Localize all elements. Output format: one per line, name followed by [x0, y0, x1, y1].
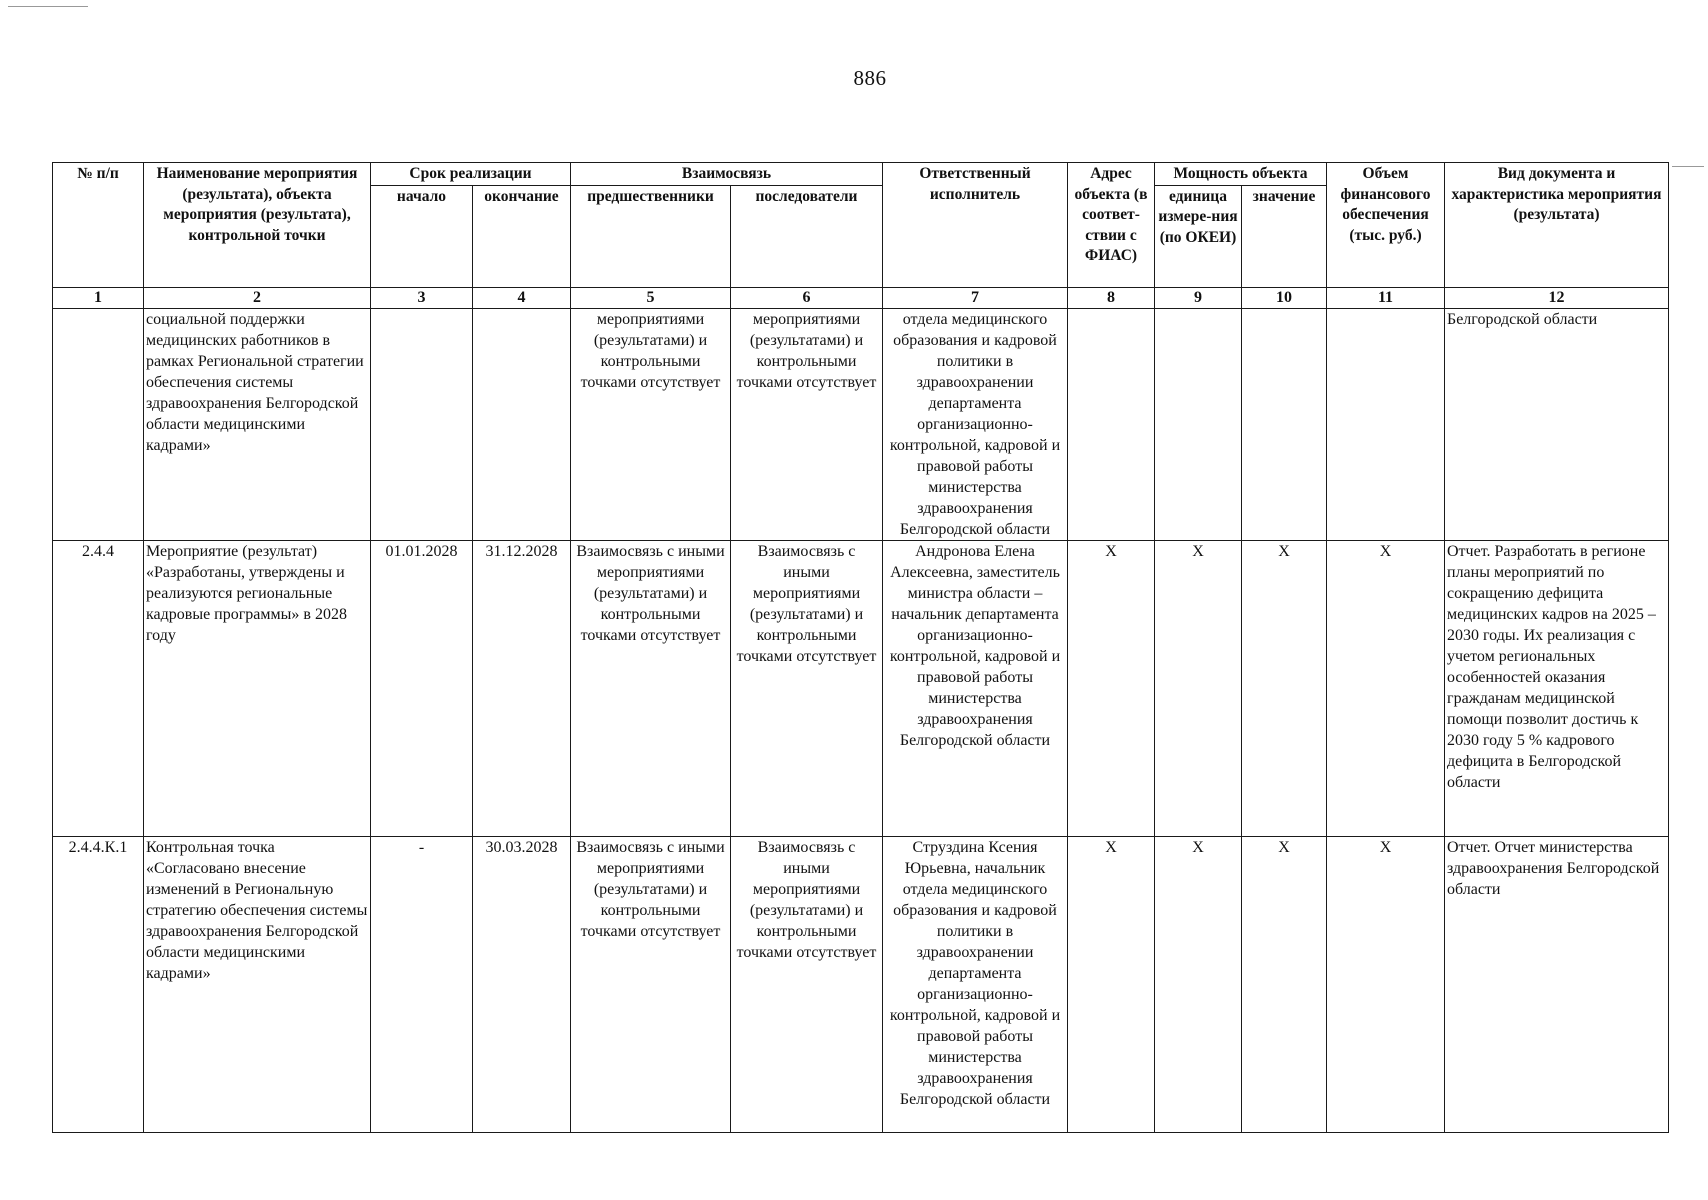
- column-numbers-row: [53, 287, 1669, 308]
- row-finance: X: [1327, 540, 1445, 836]
- row-name: Мероприятие (результат) «Разработаны, утверждены и реализуются региональные кадровые программы» в 2028 году: [144, 540, 371, 836]
- row-unit: X: [1155, 540, 1242, 836]
- row-end: 30.03.2028: [473, 836, 571, 1132]
- row-start: -: [371, 836, 473, 1132]
- column-number: 12: [1445, 287, 1669, 308]
- table-row: [53, 540, 1669, 836]
- column-number: 3: [371, 287, 473, 308]
- row-value: X: [1242, 836, 1327, 1132]
- row-name: Контрольная точка «Согласовано внесение изменений в Региональную стратегию обеспечения системы здравоохранения Белгородской области медицинскими кадрами»: [144, 836, 371, 1132]
- row-start: 01.01.2028: [371, 540, 473, 836]
- column-number: 4: [473, 287, 571, 308]
- row-num: [53, 308, 144, 540]
- table-row: [53, 836, 1669, 1132]
- column-number: 6: [731, 287, 883, 308]
- row-finance: X: [1327, 836, 1445, 1132]
- row-num: 2.4.4: [53, 540, 144, 836]
- column-number: 11: [1327, 287, 1445, 308]
- header-finance: Объем финансового обеспечения (тыс. руб.): [1327, 163, 1445, 288]
- row-unit: X: [1155, 836, 1242, 1132]
- header-address: Адрес объекта (в соответ-ствии с ФИАС): [1068, 163, 1155, 288]
- column-number: 7: [883, 287, 1068, 308]
- row-predecessors: мероприятиями (результатами) и контрольными точками отсутствует: [571, 308, 731, 540]
- row-unit: [1155, 308, 1242, 540]
- header-end: окончание: [473, 185, 571, 287]
- header-unit: единица измере-ния (по ОКЕИ): [1155, 185, 1242, 287]
- row-end: 31.12.2028: [473, 540, 571, 836]
- row-value: X: [1242, 540, 1327, 836]
- row-responsible: Андронова Елена Алексеевна, заместитель министра области – начальник департамента организационно-контрольной, кадровой и правовой работы министерства здравоохранения Белгородской области: [883, 540, 1068, 836]
- column-number: 2: [144, 287, 371, 308]
- column-number: 5: [571, 287, 731, 308]
- header-relation-group: Взаимосвязь: [571, 163, 883, 186]
- header-predecessors: предшественники: [571, 185, 731, 287]
- table-row: [53, 308, 1669, 540]
- row-document: Белгородской области: [1445, 308, 1669, 540]
- header-term-group: Срок реализации: [371, 163, 571, 186]
- column-number: 8: [1068, 287, 1155, 308]
- row-finance: [1327, 308, 1445, 540]
- row-num: 2.4.4.К.1: [53, 836, 144, 1132]
- row-start: [371, 308, 473, 540]
- header-num: № п/п: [53, 163, 144, 288]
- row-name: социальной поддержки медицинских работников в рамках Региональной стратегии обеспечения системы здравоохранения Белгородской области медицинскими кадрами»: [144, 308, 371, 540]
- header-document: Вид документа и характеристика мероприятия (результата): [1445, 163, 1669, 288]
- column-number: 9: [1155, 287, 1242, 308]
- page-number: 886: [853, 66, 887, 90]
- row-end: [473, 308, 571, 540]
- activities-table: [52, 162, 1669, 1133]
- scan-edge-mark: [8, 6, 88, 7]
- header-successors: последователи: [731, 185, 883, 287]
- header-name: Наименование мероприятия (результата), объекта мероприятия (результата), контрольной точки: [144, 163, 371, 288]
- row-successors: Взаимосвязь с иными мероприятиями (результатами) и контрольными точками отсутствует: [731, 836, 883, 1132]
- row-address: X: [1068, 540, 1155, 836]
- column-number: 10: [1242, 287, 1327, 308]
- row-predecessors: Взаимосвязь с иными мероприятиями (результатами) и контрольными точками отсутствует: [571, 836, 731, 1132]
- row-document: Отчет. Отчет министерства здравоохранения Белгородской области: [1445, 836, 1669, 1132]
- column-number: 1: [53, 287, 144, 308]
- row-predecessors: Взаимосвязь с иными мероприятиями (результатами) и контрольными точками отсутствует: [571, 540, 731, 836]
- header-value: значение: [1242, 185, 1327, 287]
- row-address: X: [1068, 836, 1155, 1132]
- row-value: [1242, 308, 1327, 540]
- row-responsible: отдела медицинского образования и кадровой политики в здравоохранении департамента организационно-контрольной, кадровой и правовой работы министерства здравоохранения Белгородской области: [883, 308, 1068, 540]
- row-successors: Взаимосвязь с иными мероприятиями (результатами) и контрольными точками отсутствует: [731, 540, 883, 836]
- row-responsible: Струздина Ксения Юрьевна, начальник отдела медицинского образования и кадровой политики в здравоохранении департамента организационно-контрольной, кадровой и правовой работы министерства здравоохранения Белгородской области: [883, 836, 1068, 1132]
- header-row-1: [53, 163, 1669, 186]
- row-successors: мероприятиями (результатами) и контрольными точками отсутствует: [731, 308, 883, 540]
- header-start: начало: [371, 185, 473, 287]
- header-responsible: Ответственный исполнитель: [883, 163, 1068, 288]
- row-document: Отчет. Разработать в регионе планы мероприятий по сокращению дефицита медицинских кадров на 2025 – 2030 годы. Их реализация с учетом региональных особенностей оказания гражданам медицинской помощи позволит достичь к 2030 году 5 % кадрового дефицита в Белгородской области: [1445, 540, 1669, 836]
- header-capacity-group: Мощность объекта: [1155, 163, 1327, 186]
- row-address: [1068, 308, 1155, 540]
- scan-edge-mark: [1672, 166, 1704, 167]
